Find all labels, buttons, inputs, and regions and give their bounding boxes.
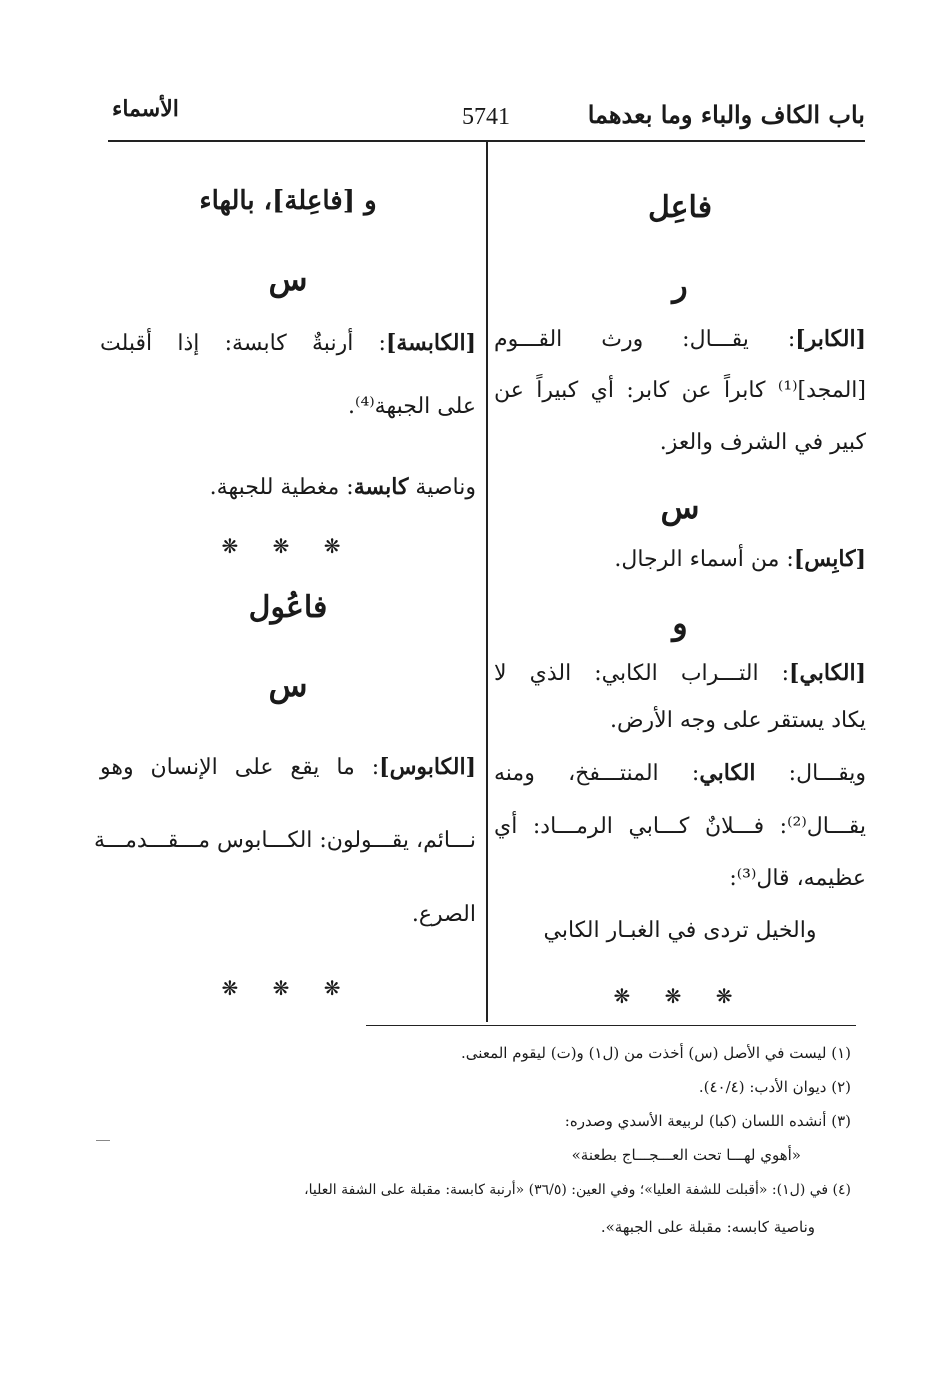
entry-term-kabisa: [الكابسة] [385, 330, 476, 356]
entry-kabi-line1: [الكابي]: التـــراب الكابي: الذي لا [494, 660, 866, 686]
entry-term-kabisa-2: كابسة [353, 474, 409, 500]
column-divider [486, 142, 488, 1022]
entry-nasiya: وناصية كابسة: مغطية للجبهة. [209, 474, 476, 500]
footnote-2: (٢) ديوان الأدب: (٤٠/٤). [698, 1078, 851, 1096]
entry-kabi-line2: يكاد يستقر على وجه الأرض. [609, 708, 866, 733]
entry-kabi2-line3: عظيمه، قال⁽³⁾: [729, 866, 866, 891]
footnote-3-verse: «أهوي لهـــا تحت العـــجـــاج بطعنة» [571, 1146, 801, 1164]
entry-term-kabus: [الكابوس] [379, 754, 476, 780]
letter-heading-s: س [660, 488, 700, 526]
footnote-4-line1: (٤) في (ل١): «أقبلت للشفة العليا»؛ وفي العين: (٣٦/٥) «أرنبة كابسة: مقبلة على الشفة العليا، [304, 1182, 851, 1198]
section-separator-stars-2: ❋ ❋ ❋ [221, 976, 355, 1000]
entry-kabis: [كابِس]: من أسماء الرجال. [614, 546, 866, 572]
running-header-section: الأسماء [112, 96, 179, 122]
footnote-1: (١) ليست في الأصل (س) أخذت من (ل١) و(ت) ليقوم المعنى. [461, 1044, 851, 1062]
margin-mark [96, 1140, 110, 1141]
page-number: 5741 [462, 104, 510, 130]
right-column [494, 142, 866, 1022]
entry-kabi2-line1: ويقـــال: الكابي: المنتـــفخ، ومنه [494, 760, 866, 786]
entry-kabisa-line1: [الكابسة]: أرنبةٌ كابسة: إذا أقبلت [100, 330, 476, 356]
entry-term-kabis: [كابِس] [793, 546, 866, 572]
pattern-heading-faul: فاعُول [248, 590, 328, 625]
entry-kabir-line1: [الكابر]: يقـــال: ورث القـــوم [494, 326, 866, 352]
pattern-heading-fail: فاعِل [647, 190, 713, 225]
section-separator-stars: ❋ ❋ ❋ [613, 984, 747, 1008]
entry-term-kabi-2: الكابي [699, 760, 756, 786]
entry-kabi2-line2: يقـــال⁽²⁾: فـــلانٌ كـــابي الرمـــاد: أي [494, 814, 866, 839]
footnote-4-line2: وناصية كابسه: مقبلة على الجبهة». [600, 1218, 815, 1236]
left-column [94, 142, 476, 1022]
entry-kabir-line2: [المجد]⁽¹⁾ كابراً عن كابر: أي كبيراً عن [494, 378, 866, 403]
entry-term-kabi: [الكابي] [789, 660, 866, 686]
letter-heading-s-2: س [268, 666, 308, 704]
poetry-verse: والخيل تردى في الغبـار الكابي [543, 918, 817, 943]
letter-heading-r: ر [672, 266, 688, 304]
footnote-3: (٣) أنشده اللسان (كبا) لربيعة الأسدي وصدره: [564, 1112, 851, 1130]
letter-heading-w: و [672, 604, 688, 642]
pattern-heading-faila: و [فاعِلة]، بالهاء [199, 186, 377, 216]
entry-kabus-line3: الصرع. [411, 902, 476, 927]
running-header-chapter: باب الكاف والباء وما بعدهما [587, 100, 865, 129]
letter-heading-s-1: س [268, 260, 308, 298]
section-separator-stars-1: ❋ ❋ ❋ [221, 534, 355, 558]
entry-kabisa-line2: على الجبهة⁽⁴⁾. [348, 394, 476, 419]
entry-kabus-line1: [الكابوس]: ما يقع على الإنسان وهو [100, 754, 476, 780]
footnote-rule [366, 1025, 856, 1026]
entry-kabir-line3: كبير في الشرف والعز. [659, 430, 866, 455]
entry-kabus-line2: نـــائم، يقـــولون: الكـــابوس مـــقـــدمـــة [94, 828, 476, 853]
entry-term-kabir: [الكابر] [795, 326, 866, 352]
